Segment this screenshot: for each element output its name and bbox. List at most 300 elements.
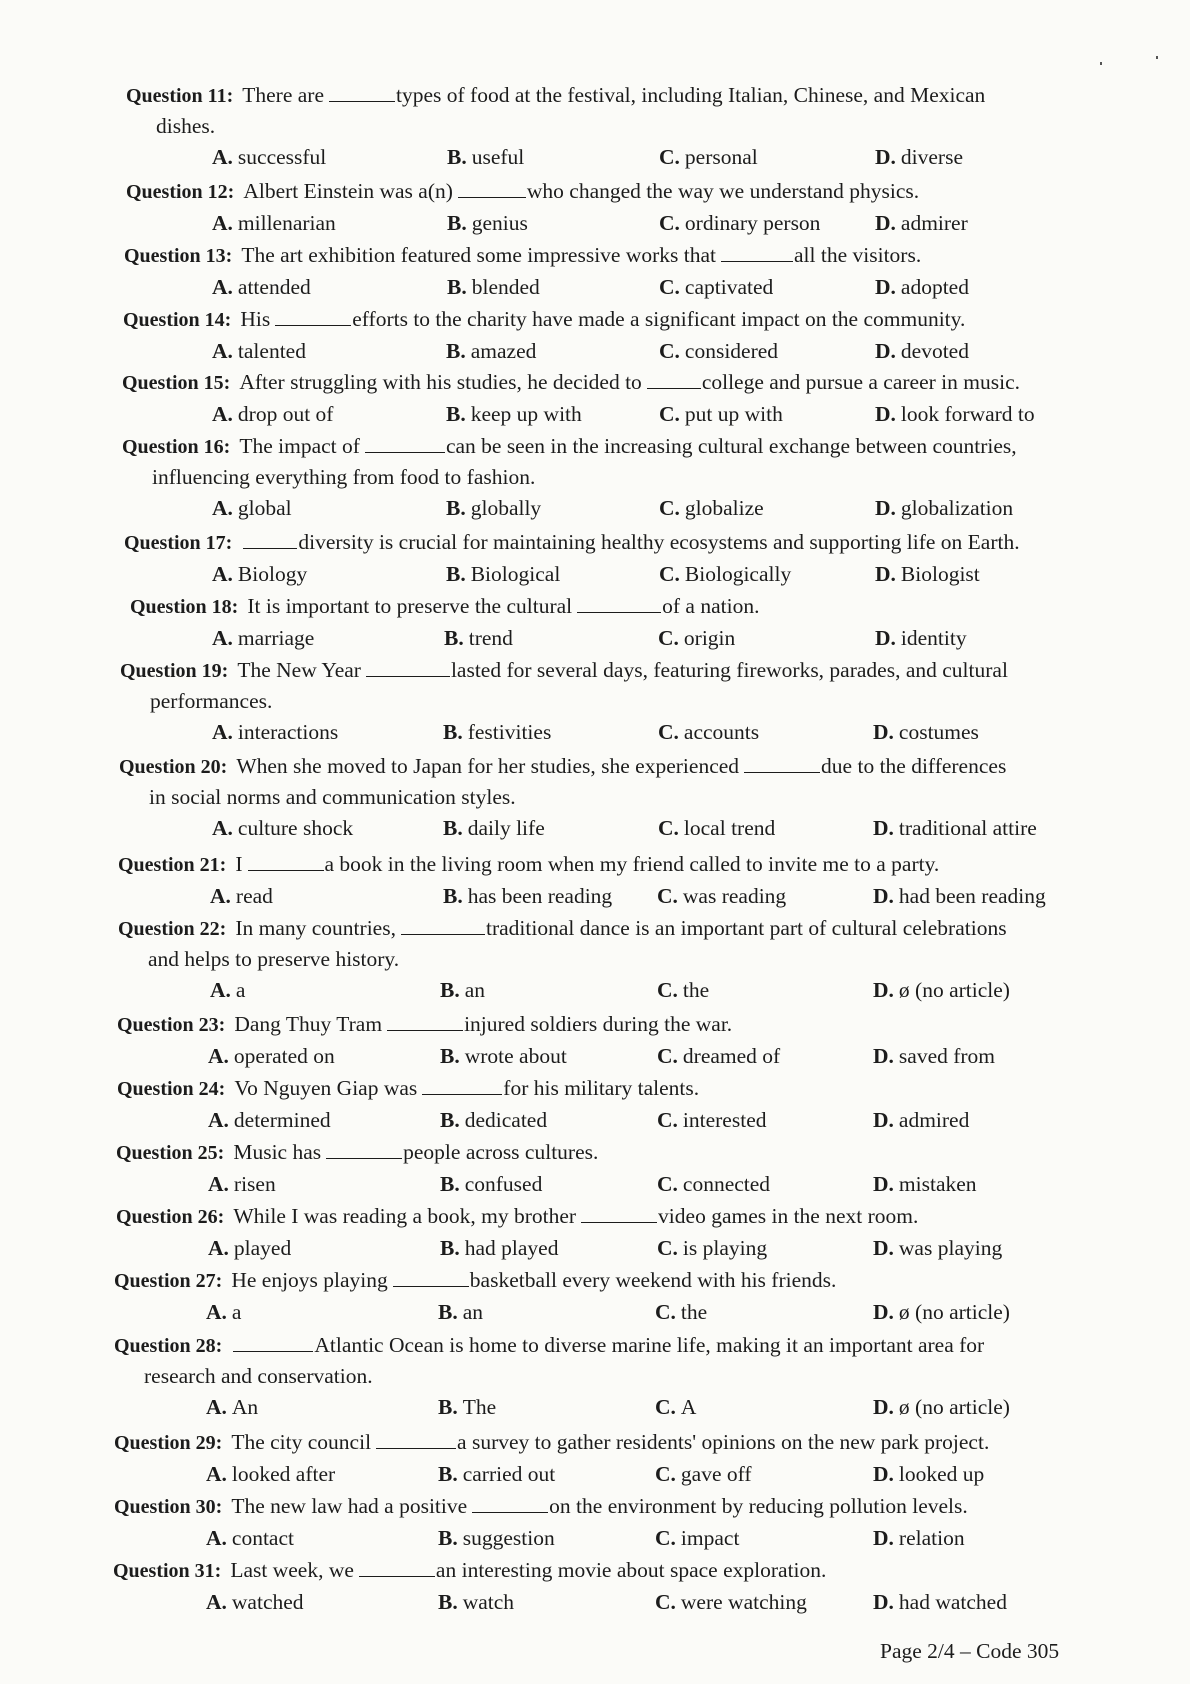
question-stem	[0, 591, 1190, 622]
question-stem	[0, 849, 1190, 880]
question-text-before-blank: His	[240, 307, 271, 331]
question-text-after-blank: all the visitors.	[794, 243, 922, 267]
question-text-after-blank: of a nation.	[662, 594, 760, 618]
option-text: culture shock	[237, 816, 354, 840]
option-letter: A.	[208, 1172, 229, 1196]
question-number: Question 21:	[118, 854, 227, 876]
option-letter: A.	[210, 884, 231, 908]
question-text-before-blank: Dang Thuy Tram	[234, 1012, 383, 1036]
answer-option-b	[438, 1586, 514, 1618]
option-letter: D.	[873, 978, 894, 1002]
question-block	[0, 431, 1190, 524]
question-number: Question 31:	[113, 1560, 222, 1582]
question-stem	[0, 240, 1190, 271]
question-stem	[0, 304, 1190, 335]
question-text-before-blank: The art exhibition featured some impressive works that	[241, 243, 717, 267]
question-text-continuation: influencing everything from food to fashion.	[152, 465, 536, 489]
question-text-after-blank: due to the differences	[821, 754, 1007, 778]
option-text: risen	[233, 1172, 276, 1196]
answer-option-b	[440, 1040, 567, 1072]
option-text: blended	[471, 275, 540, 299]
answer-blank	[387, 1012, 463, 1031]
question-text-before-blank: Vo Nguyen Giap was	[234, 1076, 418, 1100]
question-stem	[0, 751, 1190, 782]
question-stem	[0, 913, 1190, 944]
option-text: festivities	[467, 720, 552, 744]
answer-option-a	[208, 1104, 331, 1136]
answer-option-a	[208, 1232, 291, 1264]
question-number: Question 28:	[114, 1335, 223, 1357]
answer-blank	[647, 370, 701, 389]
answer-option-a	[206, 1458, 335, 1490]
answer-option-c	[659, 398, 783, 430]
question-number: Question 14:	[123, 309, 232, 331]
answer-option-b	[438, 1522, 555, 1554]
option-letter: D.	[873, 1300, 894, 1324]
option-text: was reading	[682, 884, 787, 908]
answer-blank	[376, 1430, 456, 1449]
answer-option-a	[210, 974, 245, 1006]
option-letter: B.	[440, 1236, 460, 1260]
option-letter: D.	[875, 275, 896, 299]
option-letter: D.	[873, 1108, 894, 1132]
question-number: Question 12:	[126, 181, 235, 203]
option-text: accounts	[683, 720, 760, 744]
option-letter: B.	[438, 1590, 458, 1614]
question-text-before-blank: In many countries,	[235, 916, 396, 940]
answer-option-c	[655, 1296, 707, 1328]
question-text-after-blank: lasted for several days, featuring fireworks, parades, and cultural	[450, 658, 1008, 682]
answer-options	[0, 492, 1190, 524]
question-block	[0, 1555, 1190, 1618]
question-stem	[0, 176, 1190, 207]
option-text: carried out	[462, 1462, 556, 1486]
option-letter: A.	[208, 1236, 229, 1260]
answer-options	[0, 1104, 1190, 1136]
option-letter: C.	[655, 1300, 676, 1324]
question-text-before-blank: The new law had a positive	[231, 1494, 468, 1518]
answer-options	[0, 207, 1190, 239]
option-text: put up with	[684, 402, 783, 426]
option-text: considered	[684, 339, 779, 363]
option-letter: A.	[212, 275, 233, 299]
option-text: an	[462, 1300, 484, 1324]
question-text-after-blank: Atlantic Ocean is home to diverse marine life, making it an important area for	[314, 1333, 985, 1357]
answer-option-c	[659, 492, 764, 524]
option-text: read	[235, 884, 273, 908]
answer-option-c	[657, 1232, 767, 1264]
question-text-before-blank: The New Year	[237, 658, 361, 682]
answer-option-a	[212, 207, 336, 239]
answer-option-c	[658, 622, 735, 654]
question-number: Question 25:	[116, 1142, 225, 1164]
question-text-after-blank: types of food at the festival, including Italian, Chinese, and Mexican	[396, 83, 986, 107]
answer-options	[0, 1040, 1190, 1072]
option-text: Biologically	[684, 562, 792, 586]
answer-option-d	[875, 271, 969, 303]
option-text: was playing	[898, 1236, 1003, 1260]
option-text: operated on	[233, 1044, 335, 1068]
answer-options	[0, 974, 1190, 1006]
option-letter: D.	[875, 145, 896, 169]
option-letter: D.	[875, 562, 896, 586]
question-text-continuation: in social norms and communication styles.	[149, 785, 516, 809]
answer-options	[0, 1391, 1190, 1423]
answer-blank	[744, 754, 820, 773]
option-letter: B.	[440, 1108, 460, 1132]
answer-option-d	[873, 1232, 1002, 1264]
answer-options	[0, 716, 1190, 748]
question-block	[0, 176, 1190, 239]
option-letter: D.	[875, 402, 896, 426]
question-text-continuation: research and conservation.	[144, 1364, 373, 1388]
option-letter: C.	[659, 496, 680, 520]
answer-option-b	[446, 558, 560, 590]
option-letter: C.	[659, 275, 680, 299]
answer-option-d	[873, 974, 1010, 1006]
answer-option-a	[212, 622, 314, 654]
option-text: keep up with	[470, 402, 582, 426]
answer-option-a	[212, 812, 353, 844]
answer-option-c	[659, 207, 820, 239]
option-text: Biology	[237, 562, 308, 586]
option-text: suggestion	[462, 1526, 555, 1550]
question-text-before-blank: He enjoys playing	[231, 1268, 388, 1292]
option-text: trend	[468, 626, 513, 650]
question-stem	[0, 1330, 1190, 1361]
option-letter: A.	[212, 562, 233, 586]
option-text: played	[233, 1236, 292, 1260]
answer-option-c	[655, 1458, 752, 1490]
option-text: daily life	[467, 816, 545, 840]
answer-option-a	[212, 141, 326, 173]
option-letter: C.	[657, 978, 678, 1002]
option-letter: C.	[655, 1462, 676, 1486]
question-stem	[0, 80, 1190, 111]
option-letter: B.	[440, 1044, 460, 1068]
option-text: is playing	[682, 1236, 768, 1260]
answer-option-b	[444, 622, 513, 654]
option-text: An	[231, 1395, 259, 1419]
question-block	[0, 240, 1190, 303]
option-text: interested	[682, 1108, 767, 1132]
answer-option-b	[443, 880, 612, 912]
question-stem	[0, 431, 1190, 462]
question-number: Question 11:	[126, 85, 234, 107]
question-block	[0, 1265, 1190, 1328]
answer-blank	[275, 307, 351, 326]
option-letter: B.	[443, 884, 463, 908]
option-text: had been reading	[898, 884, 1046, 908]
option-text: genius	[471, 211, 528, 235]
question-block	[0, 527, 1190, 590]
answer-option-a	[212, 716, 338, 748]
answer-blank	[422, 1076, 502, 1095]
option-letter: D.	[873, 1236, 894, 1260]
option-text: looked after	[231, 1462, 336, 1486]
option-letter: A.	[212, 626, 233, 650]
option-letter: A.	[206, 1526, 227, 1550]
option-text: drop out of	[237, 402, 334, 426]
answer-option-c	[658, 812, 775, 844]
answer-blank	[365, 434, 445, 453]
answer-option-b	[447, 207, 528, 239]
question-block	[0, 1330, 1190, 1423]
answer-option-c	[659, 271, 773, 303]
option-letter: C.	[655, 1395, 676, 1419]
answer-option-d	[873, 880, 1046, 912]
option-letter: D.	[875, 339, 896, 363]
answer-option-b	[440, 1168, 542, 1200]
answer-option-d	[875, 207, 968, 239]
option-text: relation	[898, 1526, 965, 1550]
answer-options	[0, 1586, 1190, 1618]
option-text: ø (no article)	[898, 1300, 1010, 1324]
option-letter: C.	[659, 145, 680, 169]
question-stem	[0, 1201, 1190, 1232]
question-number: Question 15:	[122, 372, 231, 394]
answer-option-b	[440, 974, 485, 1006]
question-block	[0, 913, 1190, 1006]
option-text: globalize	[684, 496, 764, 520]
option-text: attended	[237, 275, 311, 299]
option-letter: C.	[657, 1236, 678, 1260]
answer-option-d	[875, 558, 980, 590]
answer-option-d	[873, 1458, 984, 1490]
answer-option-d	[873, 1586, 1007, 1618]
option-text: wrote about	[464, 1044, 567, 1068]
question-text-after-blank: injured soldiers during the war.	[464, 1012, 733, 1036]
answer-option-a	[206, 1522, 294, 1554]
option-text: interactions	[237, 720, 339, 744]
question-text-before-blank: Last week, we	[230, 1558, 354, 1582]
option-letter: A.	[208, 1044, 229, 1068]
option-letter: D.	[873, 1526, 894, 1550]
option-text: had watched	[898, 1590, 1007, 1614]
answer-blank	[329, 83, 395, 102]
option-text: contact	[231, 1526, 294, 1550]
option-letter: A.	[212, 402, 233, 426]
answer-blank	[233, 1333, 313, 1352]
answer-option-d	[873, 716, 979, 748]
option-letter: A.	[212, 496, 233, 520]
answer-option-b	[440, 1104, 547, 1136]
answer-option-d	[875, 622, 967, 654]
option-text: local trend	[683, 816, 776, 840]
question-text-after-blank: traditional dance is an important part of cultural celebrations	[485, 916, 1007, 940]
question-text-before-blank: While I was reading a book, my brother	[233, 1204, 577, 1228]
option-text: had played	[464, 1236, 559, 1260]
question-stem	[0, 655, 1190, 686]
option-letter: B.	[444, 626, 464, 650]
answer-option-b	[438, 1391, 496, 1423]
option-letter: C.	[658, 720, 679, 744]
question-block	[0, 1009, 1190, 1072]
answer-option-c	[659, 141, 758, 173]
option-letter: C.	[659, 339, 680, 363]
option-text: devoted	[900, 339, 969, 363]
answer-option-d	[873, 1391, 1010, 1423]
option-text: A	[680, 1395, 697, 1419]
answer-options	[0, 271, 1190, 303]
option-letter: A.	[206, 1590, 227, 1614]
question-text-before-blank: Music has	[233, 1140, 322, 1164]
option-letter: C.	[655, 1526, 676, 1550]
option-text: Biological	[470, 562, 561, 586]
option-text: has been reading	[467, 884, 613, 908]
answer-option-d	[873, 812, 1037, 844]
question-number: Question 26:	[116, 1206, 225, 1228]
option-letter: D.	[873, 1044, 894, 1068]
option-letter: B.	[438, 1526, 458, 1550]
option-letter: A.	[206, 1300, 227, 1324]
option-letter: A.	[212, 145, 233, 169]
question-number: Question 22:	[118, 918, 227, 940]
option-text: the	[682, 978, 710, 1002]
question-text-after-blank: can be seen in the increasing cultural exchange between countries,	[445, 434, 1017, 458]
scan-speck	[1156, 56, 1158, 59]
option-letter: A.	[212, 339, 233, 363]
option-letter: D.	[875, 626, 896, 650]
question-text-before-blank: It is important to preserve the cultural	[247, 594, 573, 618]
answer-option-a	[206, 1296, 241, 1328]
option-letter: B.	[447, 211, 467, 235]
answer-options	[0, 1168, 1190, 1200]
question-text-after-blank: people across cultures.	[403, 1140, 599, 1164]
option-letter: A.	[210, 978, 231, 1002]
option-letter: D.	[873, 1590, 894, 1614]
question-text-before-blank: When she moved to Japan for her studies, she experienced	[236, 754, 740, 778]
answer-blank	[401, 916, 485, 935]
question-text-after-blank: a survey to gather residents' opinions on the new park project.	[457, 1430, 990, 1454]
option-text: globalization	[900, 496, 1014, 520]
question-text-continuation: performances.	[150, 689, 273, 713]
option-text: captivated	[684, 275, 774, 299]
question-text-before-blank: Albert Einstein was a(n)	[243, 179, 453, 203]
option-text: diverse	[900, 145, 963, 169]
question-number: Question 16:	[122, 436, 231, 458]
option-letter: B.	[438, 1395, 458, 1419]
question-text-after-blank: for his military talents.	[503, 1076, 700, 1100]
question-text-before-blank: There are	[242, 83, 324, 107]
answer-blank	[366, 658, 450, 677]
answer-option-d	[875, 335, 969, 367]
option-letter: B.	[438, 1462, 458, 1486]
option-text: millenarian	[237, 211, 336, 235]
option-letter: A.	[206, 1395, 227, 1419]
option-text: talented	[237, 339, 306, 363]
option-letter: D.	[873, 816, 894, 840]
answer-blank	[243, 530, 297, 549]
option-text: personal	[684, 145, 758, 169]
option-letter: B.	[443, 816, 463, 840]
answer-option-a	[212, 398, 333, 430]
answer-blank	[359, 1558, 435, 1577]
option-letter: D.	[875, 211, 896, 235]
answer-option-b	[446, 492, 541, 524]
answer-option-b	[438, 1296, 483, 1328]
question-text-after-blank: an interesting movie about space exploration.	[435, 1558, 827, 1582]
option-letter: C.	[657, 1108, 678, 1132]
question-number: Question 18:	[130, 596, 239, 618]
question-text-after-blank: basketball every weekend with his friends.	[469, 1268, 837, 1292]
question-block	[0, 367, 1190, 430]
question-block	[0, 1073, 1190, 1136]
option-text: marriage	[237, 626, 315, 650]
option-text: dreamed of	[682, 1044, 781, 1068]
option-letter: C.	[655, 1590, 676, 1614]
option-letter: B.	[440, 1172, 460, 1196]
answer-options	[0, 1232, 1190, 1264]
option-text: admired	[898, 1108, 970, 1132]
question-block	[0, 1201, 1190, 1264]
option-letter: B.	[446, 562, 466, 586]
answer-option-c	[657, 1168, 770, 1200]
answer-option-c	[658, 716, 759, 748]
option-text: looked up	[898, 1462, 985, 1486]
option-text: amazed	[470, 339, 537, 363]
option-letter: C.	[657, 1044, 678, 1068]
answer-option-c	[655, 1391, 696, 1423]
answer-option-a	[206, 1391, 258, 1423]
option-text: origin	[683, 626, 736, 650]
option-text: a	[231, 1300, 242, 1324]
option-text: mistaken	[898, 1172, 977, 1196]
answer-blank	[472, 1494, 548, 1513]
question-text-before-blank: The city council	[231, 1430, 372, 1454]
question-block	[0, 80, 1190, 173]
answer-options	[0, 398, 1190, 430]
answer-option-b	[446, 398, 582, 430]
option-text: watch	[462, 1590, 515, 1614]
question-number: Question 29:	[114, 1432, 223, 1454]
question-number: Question 17:	[124, 532, 233, 554]
question-stem	[0, 1137, 1190, 1168]
question-text-after-blank: efforts to the charity have made a significant impact on the community.	[352, 307, 966, 331]
answer-option-c	[655, 1586, 807, 1618]
answer-option-d	[875, 398, 1035, 430]
answer-option-c	[657, 880, 786, 912]
option-text: ø (no article)	[898, 978, 1010, 1002]
option-text: dedicated	[464, 1108, 548, 1132]
question-stem	[0, 1265, 1190, 1296]
option-text: look forward to	[900, 402, 1035, 426]
option-text: determined	[233, 1108, 331, 1132]
question-block	[0, 1427, 1190, 1490]
question-stem	[0, 1491, 1190, 1522]
question-stem	[0, 367, 1190, 398]
answer-option-a	[208, 1040, 335, 1072]
option-text: impact	[680, 1526, 740, 1550]
question-number: Question 24:	[117, 1078, 226, 1100]
question-number: Question 19:	[120, 660, 229, 682]
option-letter: A.	[212, 720, 233, 744]
answer-option-b	[447, 271, 540, 303]
question-number: Question 27:	[114, 1270, 223, 1292]
answer-option-a	[210, 880, 273, 912]
option-text: successful	[237, 145, 327, 169]
option-text: were watching	[680, 1590, 807, 1614]
answer-blank	[248, 852, 324, 871]
option-text: global	[237, 496, 292, 520]
answer-options	[0, 622, 1190, 654]
option-letter: D.	[873, 1172, 894, 1196]
answer-option-c	[657, 974, 709, 1006]
option-letter: B.	[446, 402, 466, 426]
question-block	[0, 304, 1190, 367]
option-letter: D.	[873, 1395, 894, 1419]
option-text: identity	[900, 626, 967, 650]
